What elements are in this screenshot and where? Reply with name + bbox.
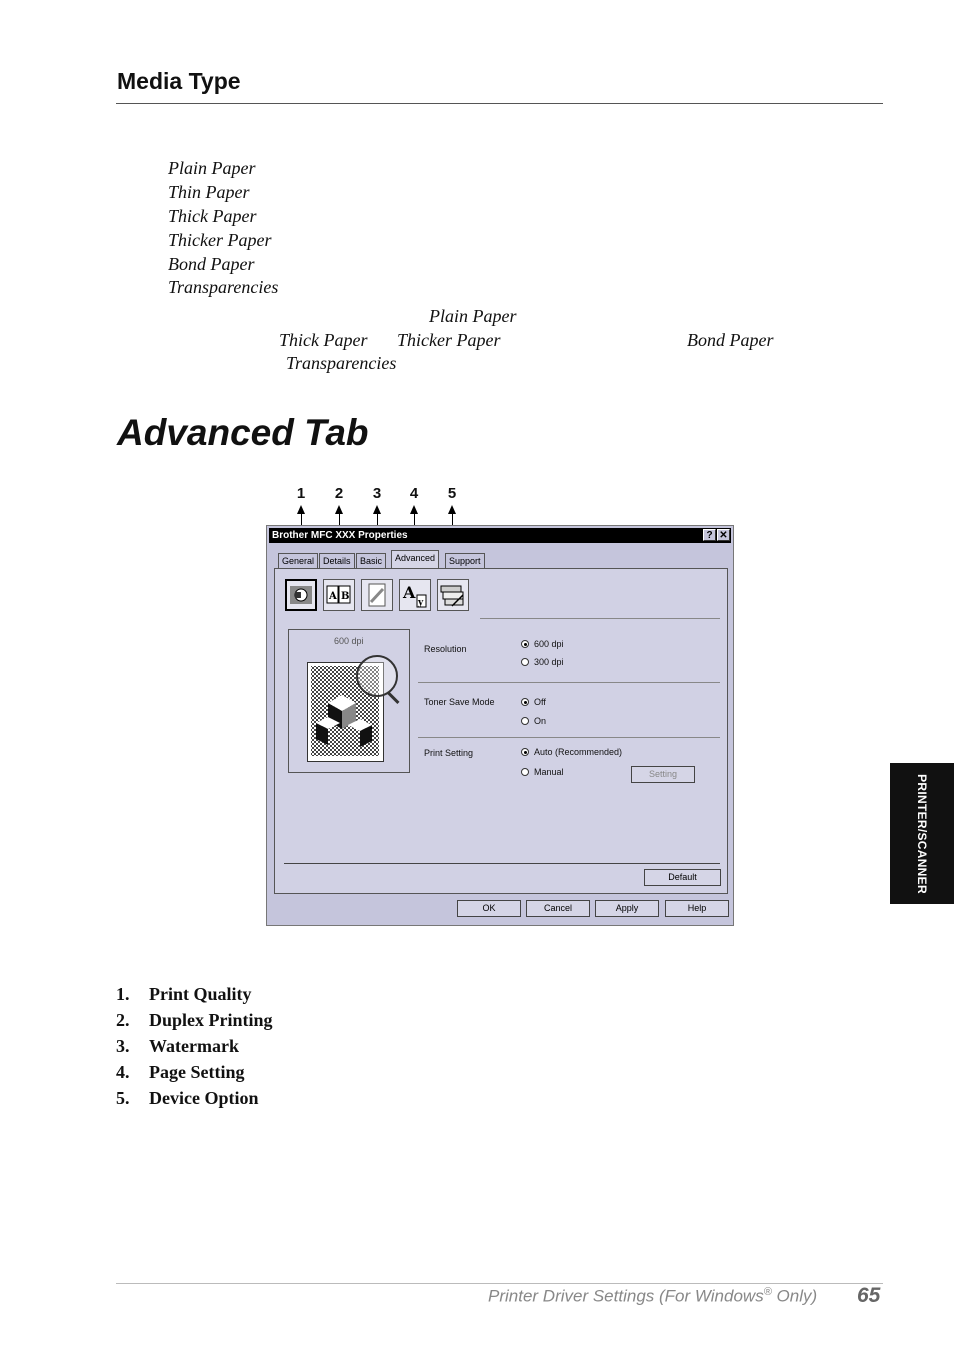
help-title-button[interactable]: ? <box>703 529 716 541</box>
separator <box>418 682 720 683</box>
media-type-item: Plain Paper <box>168 158 256 178</box>
radio-toner-on-label[interactable]: On <box>534 716 547 726</box>
inline-term-transparencies: Transparencies <box>286 353 397 373</box>
radio-toner-on[interactable] <box>521 717 529 725</box>
svg-text:A: A <box>403 583 416 602</box>
help-button[interactable]: Help <box>665 900 729 917</box>
quality-preview-box <box>288 629 410 773</box>
svg-text:y: y <box>418 598 424 608</box>
separator <box>480 618 720 619</box>
inline-term-plain: Plain Paper <box>429 306 517 326</box>
svg-text:A: A <box>329 591 337 602</box>
radio-600dpi[interactable] <box>521 640 529 648</box>
device-option-icon <box>438 580 468 610</box>
preview-label: 600 dpi <box>334 636 364 646</box>
svg-text:B: B <box>341 591 350 602</box>
footer-text-b: Only) <box>771 1286 818 1306</box>
inline-term-bond: Bond Paper <box>687 330 774 350</box>
tab-advanced[interactable]: Advanced <box>391 550 439 569</box>
print-quality-icon <box>287 581 315 609</box>
separator <box>284 863 720 864</box>
duplex-icon <box>324 580 354 610</box>
media-type-item: Thicker Paper <box>168 230 272 250</box>
page-setting-button[interactable] <box>399 579 431 611</box>
footer-sup: ® <box>763 1286 772 1298</box>
dialog-title-bar <box>269 528 731 543</box>
advanced-panel <box>274 568 728 894</box>
radio-300dpi[interactable] <box>521 658 529 666</box>
footer-rule <box>116 1283 883 1284</box>
resolution-label: Resolution <box>424 644 467 654</box>
watermark-icon <box>362 580 392 610</box>
separator <box>418 737 720 738</box>
radio-toner-off-label[interactable]: Off <box>534 697 546 707</box>
inline-term-thick: Thick Paper <box>279 330 368 350</box>
heading-rule <box>116 103 883 104</box>
dialog-title: Brother MFC XXX Properties <box>272 530 408 541</box>
watermark-button[interactable] <box>361 579 393 611</box>
callout-number: 1 <box>296 485 306 502</box>
radio-auto[interactable] <box>521 748 529 756</box>
list-item: Duplex Printing <box>149 1010 273 1030</box>
radio-600dpi-label[interactable]: 600 dpi <box>534 639 564 649</box>
callout-number: 5 <box>447 485 457 502</box>
duplex-printing-button[interactable] <box>323 579 355 611</box>
list-number: 3. <box>116 1036 130 1056</box>
media-type-item: Thin Paper <box>168 182 250 202</box>
callout-number: 3 <box>372 485 382 502</box>
tab-basic[interactable]: Basic <box>356 553 386 569</box>
default-button[interactable]: Default <box>644 869 721 886</box>
inline-term-thicker: Thicker Paper <box>397 330 501 350</box>
side-tab-label: PRINTER/SCANNER <box>915 773 929 894</box>
media-type-item: Transparencies <box>168 277 279 297</box>
radio-auto-label[interactable]: Auto (Recommended) <box>534 747 623 757</box>
page-number: 65 <box>857 1284 881 1307</box>
section-heading-advanced-tab: Advanced Tab <box>117 412 369 453</box>
radio-manual-label[interactable]: Manual <box>534 767 564 777</box>
footer-text-a: Printer Driver Settings (For Windows <box>488 1286 764 1306</box>
properties-dialog <box>266 525 734 926</box>
radio-300dpi-label[interactable]: 300 dpi <box>534 657 564 667</box>
tab-details[interactable]: Details <box>319 553 355 569</box>
media-type-item: Bond Paper <box>168 254 255 274</box>
callout-number: 2 <box>334 485 344 502</box>
list-number: 1. <box>116 984 130 1004</box>
toner-save-label: Toner Save Mode <box>424 697 495 707</box>
side-tab <box>890 763 954 904</box>
cancel-button[interactable]: Cancel <box>526 900 590 917</box>
radio-toner-off[interactable] <box>521 698 529 706</box>
media-type-item: Thick Paper <box>168 206 257 226</box>
apply-button[interactable]: Apply <box>595 900 659 917</box>
list-number: 4. <box>116 1062 130 1082</box>
list-item: Page Setting <box>149 1062 245 1082</box>
page-setting-icon <box>400 580 430 610</box>
print-quality-button[interactable] <box>285 579 317 611</box>
list-item: Print Quality <box>149 984 252 1004</box>
setting-button[interactable]: Setting <box>631 766 695 783</box>
list-item: Device Option <box>149 1088 259 1108</box>
ok-button[interactable]: OK <box>457 900 521 917</box>
tab-general[interactable]: General <box>278 553 318 569</box>
list-number: 2. <box>116 1010 130 1030</box>
preview-page <box>307 662 384 762</box>
callout-number: 4 <box>409 485 419 502</box>
device-option-button[interactable] <box>437 579 469 611</box>
footer-text <box>488 1286 817 1307</box>
magnifier-icon <box>356 655 398 697</box>
tab-support[interactable]: Support <box>445 553 485 569</box>
radio-manual[interactable] <box>521 768 529 776</box>
magnifier-handle <box>387 692 399 704</box>
section-heading-media-type: Media Type <box>117 68 241 94</box>
list-item: Watermark <box>149 1036 239 1056</box>
print-setting-label: Print Setting <box>424 748 474 758</box>
close-icon[interactable]: ✕ <box>717 529 730 541</box>
list-number: 5. <box>116 1088 130 1108</box>
